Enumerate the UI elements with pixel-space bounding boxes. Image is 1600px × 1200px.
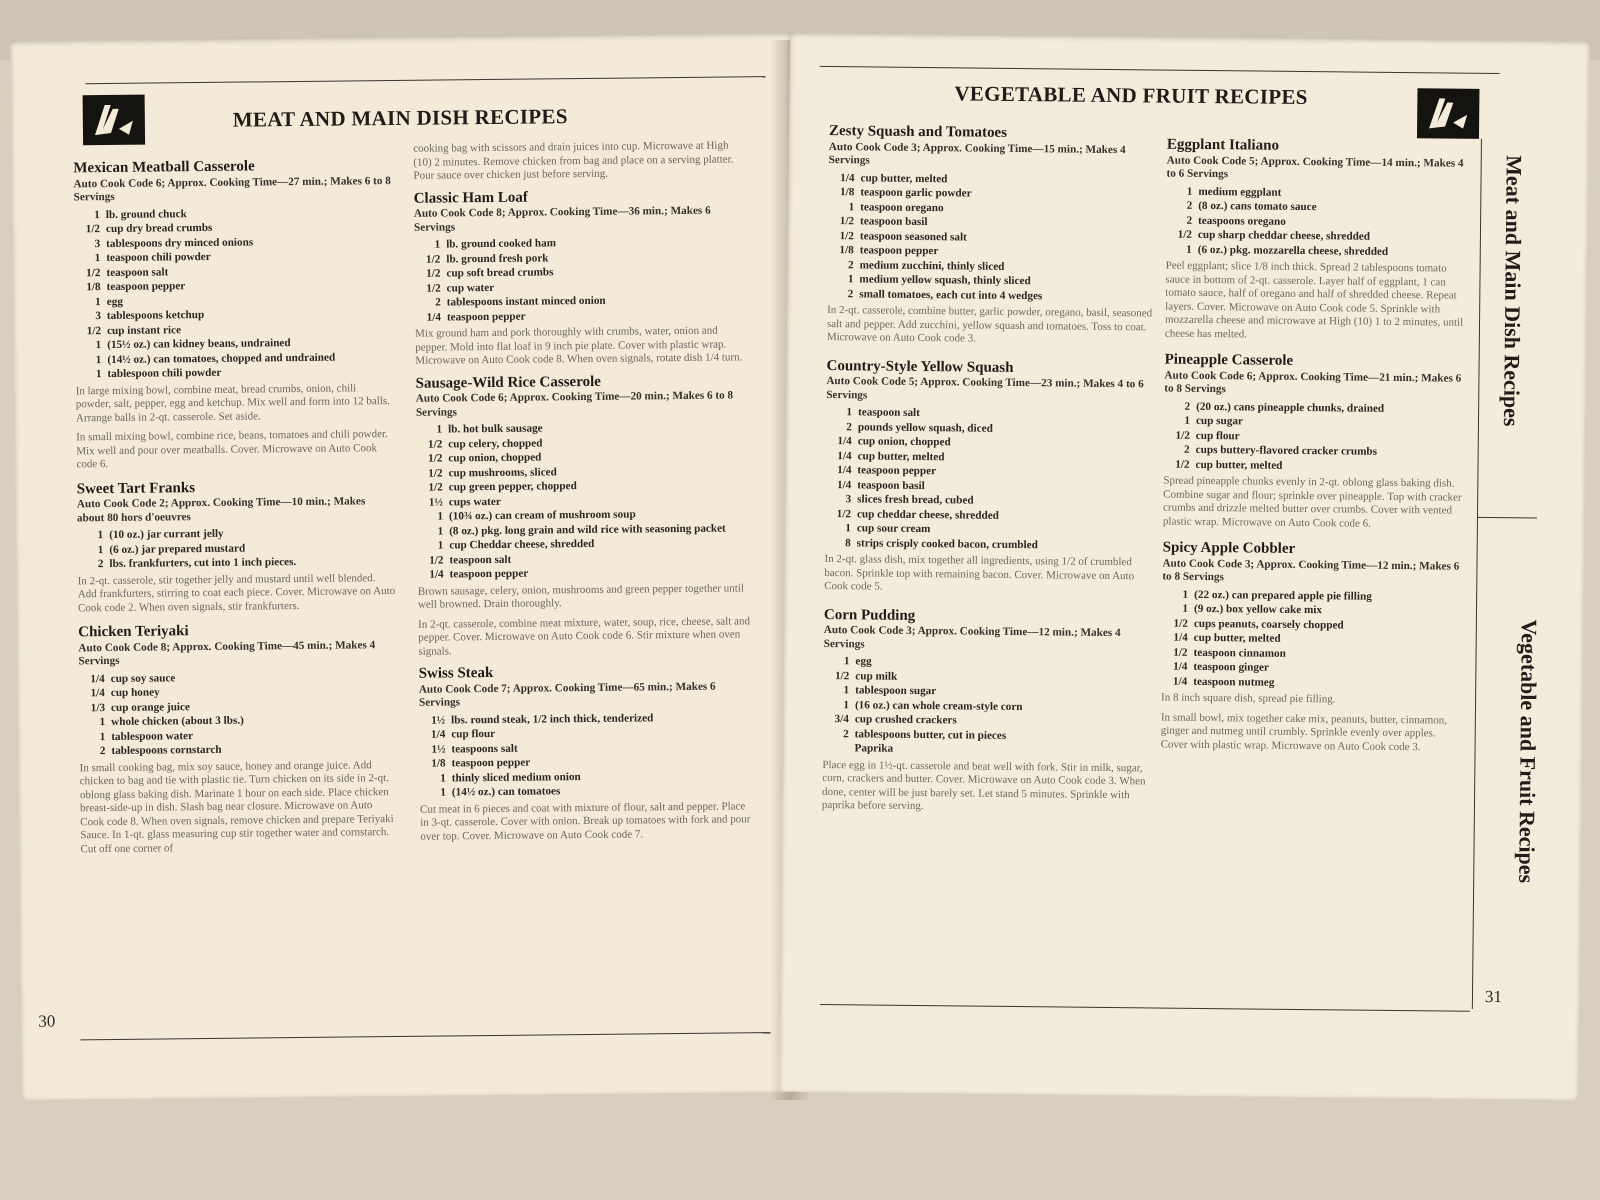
- recipe-title: Zesty Squash and Tomatoes: [828, 123, 1008, 141]
- ingredient-text: teaspoon salt: [857, 406, 920, 420]
- ingredient-text: (10 oz.) jar currant jelly: [109, 527, 224, 541]
- ingredient-quantity: 1/4: [1173, 660, 1188, 673]
- ingredient-text: cup butter, melted: [860, 171, 948, 185]
- left-page: [10, 32, 801, 1100]
- recipe-directions: In 8 inch square dish, spread pie filling.: [1161, 691, 1336, 706]
- ingredient-quantity: [822, 741, 854, 756]
- ingredient-quantity: 2: [97, 558, 104, 571]
- ingredient-text: cup flour: [1195, 429, 1240, 442]
- ingredient-quantity: 1/2: [428, 466, 443, 480]
- ingredient-quantity: 1: [1186, 243, 1192, 256]
- recipe-meta: Auto Cook Code 7; Approx. Cooking Time—65 min.; Makes 6 Servings: [418, 680, 716, 709]
- ingredient-quantity: 1/2: [86, 266, 101, 279]
- ingredient-quantity: 1/4: [836, 478, 852, 491]
- recipe-meta: Auto Cook Code 6; Approx. Cooking Time—27 min.; Makes 6 to 8 Servings: [73, 174, 391, 204]
- ingredient-quantity: 1/2: [834, 669, 850, 682]
- recipe-directions: In small mixing bowl, combine rice, beans, tomatoes and chili powder. Mix well and pour over meatballs. Cover. Microwave on Auto Cook code 6.: [76, 428, 388, 471]
- recipe-title: Sausage-Wild Rice Casserole: [415, 373, 601, 392]
- ingredient-quantity: 1: [437, 539, 444, 552]
- ingredient-text: lb. ground cooked ham: [446, 237, 557, 251]
- ingredient-text: cup Cheddar cheese, shredded: [449, 537, 595, 552]
- tab-vegetable-fruit[interactable]: Vegetable and Fruit Recipes: [1514, 619, 1542, 884]
- ingredient-quantity: 1/4: [840, 171, 855, 184]
- ingredient-quantity: 1/2: [839, 215, 855, 228]
- ingredient-text: teaspoon garlic powder: [860, 186, 972, 200]
- recipe-meta: Auto Cook Code 3; Approx. Cooking Time—12 min.; Makes 4 Servings: [823, 624, 1121, 650]
- page-number: 31: [1484, 986, 1503, 1007]
- ingredient-quantity: 1: [97, 529, 104, 542]
- ingredient-text: (6 oz.) pkg. mozzarella cheese, shredded: [1197, 243, 1389, 258]
- ingredient-quantity: 1/8: [839, 244, 854, 257]
- ingredient-text: lbs. round steak, 1/2 inch thick, tenderized: [451, 711, 654, 726]
- ingredient-text: medium eggplant: [1198, 185, 1282, 199]
- ingredient-text: (20 oz.) cans pineapple chunks, drained: [1196, 400, 1385, 415]
- ingredient-text: tablespoons dry minced onions: [106, 235, 254, 250]
- ingredient-text: teaspoon pepper: [857, 464, 937, 478]
- ingredient-text: cup instant rice: [106, 323, 182, 337]
- recipe-title: Corn Pudding: [823, 606, 916, 624]
- ingredient-text: (15½ oz.) can kidney beans, undrained: [107, 337, 291, 351]
- ingredient-quantity: 1: [95, 295, 101, 308]
- recipe-title: Swiss Steak: [418, 664, 494, 682]
- ingredient-text: cup crushed crackers: [854, 713, 957, 727]
- ingredient-text: strips crisply cooked bacon, crumbled: [856, 536, 1038, 551]
- ingredient-quantity: 1½: [431, 713, 446, 727]
- ingredient-text: tablespoons instant minced onion: [446, 294, 606, 309]
- recipe-meta: Auto Cook Code 8; Approx. Cooking Time—36 min.; Makes 6 Servings: [413, 204, 711, 234]
- ingredient-quantity: 1: [843, 684, 850, 697]
- ingredient-text: Paprika: [854, 742, 894, 755]
- ingredient-text: teaspoon seasoned salt: [859, 229, 967, 243]
- ingredient-text: (14½ oz.) can tomatoes, chopped and undrained: [107, 351, 336, 366]
- ingredient-quantity: 1/2: [428, 452, 443, 465]
- ingredient-text: cup dry bread crumbs: [105, 221, 213, 236]
- recipe-block: [827, 124, 1159, 348]
- recipe-block: [1165, 138, 1467, 344]
- ingredient-text: teaspoon oregano: [860, 200, 944, 214]
- ingredient-quantity: 1/2: [839, 229, 854, 242]
- ingredient-text: teaspoon pepper: [449, 567, 529, 581]
- ingredient-text: cup orange juice: [110, 700, 190, 714]
- ingredient-text: tablespoon sugar: [855, 684, 937, 698]
- ingredient-text: tablespoon chili powder: [107, 366, 222, 380]
- ingredient-text: (10¾ oz.) can cream of mushroom soup: [448, 508, 636, 523]
- ingredient-quantity: 1/8: [86, 281, 101, 294]
- ingredient-quantity: 1: [846, 406, 853, 419]
- ingredient-quantity: 1: [94, 208, 100, 221]
- ingredient-quantity: 1/2: [836, 507, 852, 520]
- ingredient-quantity: 1/2: [428, 481, 443, 494]
- ingredient-text: medium yellow squash, thinly sliced: [859, 273, 1031, 288]
- ingredient-row: [1166, 242, 1466, 260]
- ingredient-text: cup green pepper, chopped: [448, 480, 577, 494]
- ingredient-text: teaspoon pepper: [859, 244, 939, 258]
- ingredient-quantity: 1/2: [86, 324, 102, 337]
- ingredient-row: [822, 741, 1152, 759]
- recipe-meta: Auto Cook Code 3; Approx. Cooking Time—12 min.; Makes 6 to 8 Servings: [1162, 557, 1460, 584]
- ingredient-quantity: 1/8: [431, 757, 446, 770]
- ingredient-text: cup onion, chopped: [857, 435, 951, 449]
- ingredient-text: cups buttery-flavored cracker crumbs: [1195, 443, 1378, 458]
- footer-rule: [80, 1032, 770, 1040]
- ingredient-quantity: 1: [95, 339, 102, 352]
- ingredient-quantity: 1/2: [1173, 617, 1188, 630]
- ingredient-quantity: 1/2: [1175, 429, 1190, 442]
- left-column-1: [73, 154, 398, 862]
- ingredient-text: lbs. frankfurters, cut into 1 inch pieces.: [109, 556, 297, 570]
- ingredient-quantity: 1: [848, 200, 855, 213]
- header-rule: [85, 76, 765, 84]
- ingredient-quantity: 1: [434, 238, 441, 251]
- ingredient-text: teaspoon salt: [449, 553, 512, 566]
- ingredient-text: (8 oz.) pkg. long grain and wild rice with seasoning packet: [449, 522, 726, 537]
- ingredient-text: cup butter, melted: [1193, 631, 1281, 645]
- ingredient-quantity: 1½: [431, 742, 446, 756]
- ingredient-text: cup honey: [110, 686, 160, 699]
- ingredient-quantity: 1: [1182, 588, 1189, 601]
- recipe-block: [822, 608, 1154, 816]
- ingredient-text: teaspoon cinnamon: [1193, 646, 1286, 660]
- ingredient-text: tablespoons ketchup: [106, 308, 205, 323]
- ingredient-text: cup flour: [451, 727, 496, 741]
- ingredient-text: teaspoon nutmeg: [1193, 675, 1275, 689]
- ingredient-text: (22 oz.) can prepared apple pie filling: [1194, 588, 1372, 603]
- ingredient-text: cup onion, chopped: [448, 451, 542, 465]
- ingredient-quantity: 1/2: [426, 282, 441, 295]
- ingredient-text: cup sharp cheddar cheese, shredded: [1197, 228, 1371, 243]
- right-column-1: [822, 120, 1159, 822]
- ingredient-quantity: 2: [846, 420, 852, 433]
- recipe-meta: Auto Cook Code 6; Approx. Cooking Time—20 min.; Makes 6 to 8 Servings: [415, 389, 734, 419]
- ingredient-quantity: 1: [437, 510, 444, 523]
- ingredient-quantity: 3: [95, 310, 101, 323]
- ingredient-quantity: 1: [843, 698, 850, 711]
- ingredient-quantity: 1/4: [430, 728, 446, 741]
- recipe-directions: In 2-qt. glass dish, mix together all ingredients, using 1/2 of crumbled bacon. Sprinkle top with remaining bacon. Cover. Microwave on Auto Cook code 5.: [824, 553, 1135, 593]
- ingredient-text: teaspoon basil: [857, 478, 925, 492]
- ingredient-text: tablespoon water: [111, 729, 194, 743]
- ingredient-text: egg: [855, 655, 872, 668]
- recipe-title: Sweet Tart Franks: [76, 479, 196, 497]
- ingredient-quantity: 1/2: [427, 437, 443, 451]
- ingredient-text: lb. hot bulk sausage: [448, 422, 543, 436]
- ingredient-text: cups peanuts, coarsely chopped: [1193, 617, 1344, 631]
- recipe-title: Pineapple Casserole: [1164, 351, 1294, 369]
- ingredient-quantity: 1: [847, 273, 854, 286]
- ingredient-quantity: 1/2: [85, 223, 101, 236]
- recipe-meta: Auto Cook Code 6; Approx. Cooking Time—21 min.; Makes 6 to 8 Servings: [1164, 369, 1462, 396]
- footer-rule: [820, 1004, 1470, 1012]
- ingredient-quantity: 2: [843, 727, 849, 740]
- recipe-meta: Auto Cook Code 3; Approx. Cooking Time—15 min.; Makes 4 Servings: [828, 140, 1126, 167]
- recipe-block: [1163, 353, 1465, 532]
- recipe-directions: In 2-qt. casserole, combine butter, garlic powder, oregano, basil, seasoned salt and pepper. Add zucchini, yellow squash and tomatoes. Toss to coat. Microwave on Auto Cook code 3.: [826, 304, 1153, 345]
- ingredient-quantity: 3: [94, 237, 101, 250]
- ingredient-text: cup sour cream: [856, 522, 931, 536]
- ingredient-quantity: 1: [1182, 602, 1189, 615]
- recipe-directions: Brown sausage, celery, onion, mushrooms and green pepper together until well browned. Drain thoroughly.: [417, 581, 744, 611]
- recipe-block: [77, 478, 396, 615]
- ingredient-quantity: 1/2: [429, 553, 444, 567]
- ingredient-text: (6 oz.) jar prepared mustard: [109, 542, 246, 556]
- ingredient-quantity: 8: [845, 536, 851, 549]
- ingredient-quantity: 2: [1184, 443, 1190, 456]
- ingredient-text: pounds yellow squash, diced: [857, 420, 993, 435]
- ingredient-quantity: 1: [845, 522, 851, 535]
- recipe-block: [419, 663, 755, 843]
- section-title: MEAT AND MAIN DISH RECIPES: [232, 104, 568, 132]
- ingredient-quantity: 1: [1184, 414, 1191, 427]
- header-rule: [820, 66, 1500, 74]
- ingredient-text: cup cheddar cheese, shredded: [856, 507, 999, 522]
- ingredient-text: small tomatoes, each cut into 4 wedges: [859, 287, 1043, 302]
- ingredient-quantity: 1/2: [425, 253, 441, 266]
- ingredient-quantity: 1: [99, 716, 106, 729]
- recipe-title: Spicy Apple Cobbler: [1162, 539, 1296, 557]
- ingredient-text: cup sugar: [1195, 414, 1243, 428]
- ingredient-row: [420, 782, 754, 800]
- ingredient-quantity: 2: [1186, 199, 1193, 212]
- ingredient-quantity: 1: [97, 543, 104, 556]
- ingredient-text: cup celery, chopped: [448, 436, 543, 450]
- ingredient-text: lb. ground chuck: [105, 207, 187, 221]
- ingredient-text: thinly sliced medium onion: [451, 770, 581, 784]
- ingredient-text: whole chicken (about 3 lbs.): [111, 714, 244, 728]
- ingredient-quantity: 2: [99, 745, 106, 758]
- recipe-directions: Spread pineapple chunks evenly in 2-qt. oblong glass baking dish. Combine sugar and flour; sprinkle over pineapple. Top with cracker crumbs and drizzle melted butter over crumbs. Cover with vented plastic wrap. Microwave on Auto Cook code 6.: [1162, 474, 1462, 530]
- left-column-2: [413, 136, 754, 849]
- ingredient-quantity: 2: [847, 258, 854, 271]
- ingredient-quantity: 1/4: [837, 464, 852, 477]
- recipe-title: Classic Ham Loaf: [413, 189, 528, 207]
- recipe-block: [78, 622, 398, 856]
- ingredient-quantity: 1: [94, 252, 101, 265]
- ingredient-text: egg: [106, 295, 123, 308]
- recipe-directions: Cut meat in 6 pieces and coat with mixture of flour, salt and pepper. Place in 3-qt. casserole. Cover with onion. Break up tomatoes with fork and pour over top. Cover. Microwave on Auto Cook code 7.: [420, 799, 751, 843]
- ingredient-quantity: 1: [440, 771, 446, 785]
- ingredient-quantity: 1/4: [1172, 675, 1188, 688]
- recipe-meta: Auto Cook Code 8; Approx. Cooking Time—45 min.; Makes 4 Servings: [78, 638, 376, 668]
- ingredient-text: teaspoon basil: [859, 215, 928, 229]
- ingredient-row: [77, 554, 395, 572]
- recipe-directions: In small cooking bag, mix soy sauce, honey and orange juice. Add chicken to bag and tie with plastic tie. Turn chicken on its side in 2-qt. oblong glass baking dish. Marinate 1 hour on each side. Place chicken breast-side-up in dish. Slash bag near closure. Microwave on Auto Cook code 8. When oven signals, remove chicken and prepare Teriyaki Sauce. In 1-qt. glass measuring cup stir together water and cornstarch. Cut off one corner of: [79, 758, 394, 855]
- recipe-directions: In large mixing bowl, combine meat, bread crumbs, onion, chili powder, salt, pepper, egg and ketchup. Mix well and form into 12 balls. Arrange balls in 2-qt. casserole. Set aside.: [75, 381, 390, 424]
- recipe-block: [824, 359, 1156, 597]
- ingredient-row: [1163, 457, 1463, 475]
- ingredient-text: slices fresh bread, cubed: [857, 493, 974, 507]
- ingredient-row: [79, 741, 397, 759]
- ingredient-quantity: 1: [440, 786, 446, 799]
- ingredient-text: (8 oz.) cans tomato sauce: [1198, 199, 1317, 214]
- ingredient-text: teaspoon ginger: [1193, 660, 1269, 674]
- ingredient-text: teaspoons oregano: [1198, 214, 1286, 228]
- ingredient-quantity: 1/4: [837, 449, 852, 462]
- ingredient-row: [415, 307, 749, 325]
- ingredient-quantity: 1/4: [429, 568, 444, 581]
- recipe-title: Country-Style Yellow Squash: [826, 357, 1014, 376]
- ingredient-quantity: 1/2: [1175, 458, 1190, 471]
- section-title: VEGETABLE AND FRUIT RECIPES: [954, 81, 1308, 110]
- ingredient-text: lb. ground fresh pork: [446, 251, 549, 265]
- tab-separator: [1477, 517, 1537, 519]
- ingredient-quantity: 1/3: [90, 701, 106, 714]
- ingredient-text: cup soy sauce: [110, 671, 176, 685]
- recipe-meta: Auto Cook Code 5; Approx. Cooking Time—23 min.; Makes 4 to 6 Servings: [826, 375, 1144, 401]
- right-column-2: [1160, 134, 1467, 761]
- recipe-block: [413, 139, 747, 183]
- ingredient-row: [75, 364, 393, 382]
- ingredient-quantity: 2: [1186, 214, 1193, 227]
- ingredient-text: teaspoon pepper: [451, 756, 531, 770]
- ingredient-quantity: 2: [847, 287, 854, 300]
- tab-meat-main-dish[interactable]: Meat and Main Dish Recipes: [1498, 155, 1527, 427]
- recipe-block: [73, 158, 394, 472]
- ingredient-quantity: 1: [843, 655, 850, 668]
- ingredient-text: (9 oz.) box yellow cake mix: [1193, 602, 1323, 617]
- ingredient-text: tablespoons cornstarch: [111, 743, 222, 757]
- ingredient-text: tablespoons butter, cut in pieces: [854, 727, 1007, 742]
- recipe-block: [414, 188, 750, 368]
- ingredient-quantity: 1: [437, 524, 444, 538]
- recipe-title: Chicken Teriyaki: [78, 623, 189, 641]
- tab-divider: [1472, 139, 1482, 1009]
- ingredient-text: teaspoon pepper: [106, 280, 186, 294]
- ingredient-text: (14½ oz.) can tomatoes: [451, 785, 561, 799]
- ingredient-text: teaspoons salt: [451, 742, 518, 755]
- ingredient-quantity: 1½: [428, 495, 443, 509]
- ingredient-quantity: 1/2: [1173, 646, 1188, 659]
- ingredient-quantity: 1/2: [426, 267, 441, 280]
- ingredient-quantity: 1/4: [90, 687, 105, 700]
- microwave-logo-icon: [1417, 88, 1480, 139]
- right-page: [779, 32, 1590, 1100]
- ingredient-text: cups water: [448, 495, 501, 508]
- page-number: 30: [38, 1011, 56, 1031]
- ingredient-quantity: 1/8: [840, 186, 855, 199]
- ingredient-text: cup water: [446, 281, 495, 294]
- ingredient-text: teaspoon pepper: [446, 310, 526, 323]
- recipe-directions: Place egg in 1½-qt. casserole and beat well with fork. Stir in milk, sugar, corn, crackers and butter. Cover. Microwave on Auto Cook code 3. When done, center will be just barely set. Let stand 5 minutes. Sprinkle with paprika before serving.: [821, 758, 1146, 813]
- recipe-block: [416, 373, 753, 659]
- ingredient-quantity: 1: [436, 423, 443, 436]
- ingredient-quantity: 1: [1186, 185, 1193, 198]
- ingredient-quantity: 1/4: [837, 435, 852, 448]
- ingredient-text: medium zucchini, thinly sliced: [859, 258, 1005, 273]
- recipe-title: Eggplant Italiano: [1166, 136, 1280, 154]
- ingredient-quantity: 1: [95, 353, 102, 366]
- ingredient-quantity: 1/4: [426, 311, 441, 324]
- ingredient-text: cup soft bread crumbs: [446, 266, 554, 280]
- ingredient-text: cup butter, melted: [1195, 458, 1283, 472]
- recipe-directions: In 2-qt. casserole, combine meat mixture, water, soup, rice, cheese, salt and pepper. Cover. Microwave on Auto Cook code 6. Stir mixture when oven signals.: [418, 614, 751, 658]
- ingredient-row: [825, 536, 1155, 554]
- recipe-meta: Auto Cook Code 5; Approx. Cooking Time—14 min.; Makes 4 to 6 Servings: [1166, 154, 1464, 181]
- recipe-directions: In 2-qt. casserole, stir together jelly and mustard until well blended. Add frankfurters, stirring to coat each piece. Cover. Microwave on Auto Cook code 2. When oven signals, stir frankfurters.: [77, 571, 396, 614]
- ingredient-quantity: 1/2: [1177, 228, 1193, 241]
- ingredient-text: teaspoon chili powder: [106, 250, 211, 265]
- recipe-block: [1161, 541, 1463, 755]
- ingredient-quantity: 1: [99, 730, 106, 743]
- ingredient-quantity: 1/4: [90, 672, 105, 685]
- ingredient-quantity: 3/4: [834, 713, 849, 726]
- ingredient-row: [418, 564, 752, 582]
- microwave-logo-icon: [83, 95, 146, 146]
- recipe-directions: Peel eggplant; slice 1/8 inch thick. Spread 2 tablespoons tomato sauce in bottom of 2-qt. casserole. Layer half of eggplant, 1 can tomato sauce, half of oregano and half of shredded cheese. Repeat layers. Cover. Microwave on Auto Cook code 5. Sprinkle with mozzarella cheese and microwave at High (10) 1 to 2 minutes, until cheese has melted.: [1164, 259, 1464, 340]
- ingredient-quantity: 3: [845, 493, 852, 506]
- ingredient-text: cup milk: [855, 669, 898, 683]
- ingredient-quantity: 2: [1184, 400, 1191, 413]
- ingredient-quantity: 1/4: [1173, 631, 1188, 644]
- ingredient-text: (16 oz.) can whole cream-style corn: [854, 698, 1023, 713]
- ingredient-quantity: 2: [435, 296, 441, 309]
- ingredient-text: teaspoon salt: [106, 265, 169, 279]
- ingredient-row: [1161, 674, 1461, 692]
- recipe-directions: cooking bag with scissors and drain juices into cup. Microwave at High (10) 2 minutes. Remove chicken from bag and place on a serving platter. Pour sauce over chicken just before serving.: [413, 139, 734, 182]
- ingredient-text: cup butter, melted: [857, 449, 945, 463]
- ingredient-text: cup mushrooms, sliced: [448, 465, 557, 479]
- recipe-title: Mexican Meatball Casserole: [73, 158, 255, 177]
- recipe-directions: Mix ground ham and pork thoroughly with crumbs, water, onion and pepper. Mold into flat loaf in 9 inch pie plate. Cover with plastic wrap. Microwave on Auto Cook code 8. When oven signals, rotate dish 1/4 turn.: [415, 324, 743, 367]
- ingredient-quantity: 1: [95, 368, 102, 381]
- recipe-directions: In small bowl, mix together cake mix, peanuts, butter, cinnamon, ginger and nutmeg until crumbly. Sprinkle evenly over apples. Cover with plastic wrap. Microwave on Auto Cook code 3.: [1160, 711, 1448, 753]
- recipe-meta: Auto Cook Code 2; Approx. Cooking Time—10 min.; Makes about 80 hors d'oeuvres: [76, 495, 366, 524]
- ingredient-row: [827, 287, 1157, 305]
